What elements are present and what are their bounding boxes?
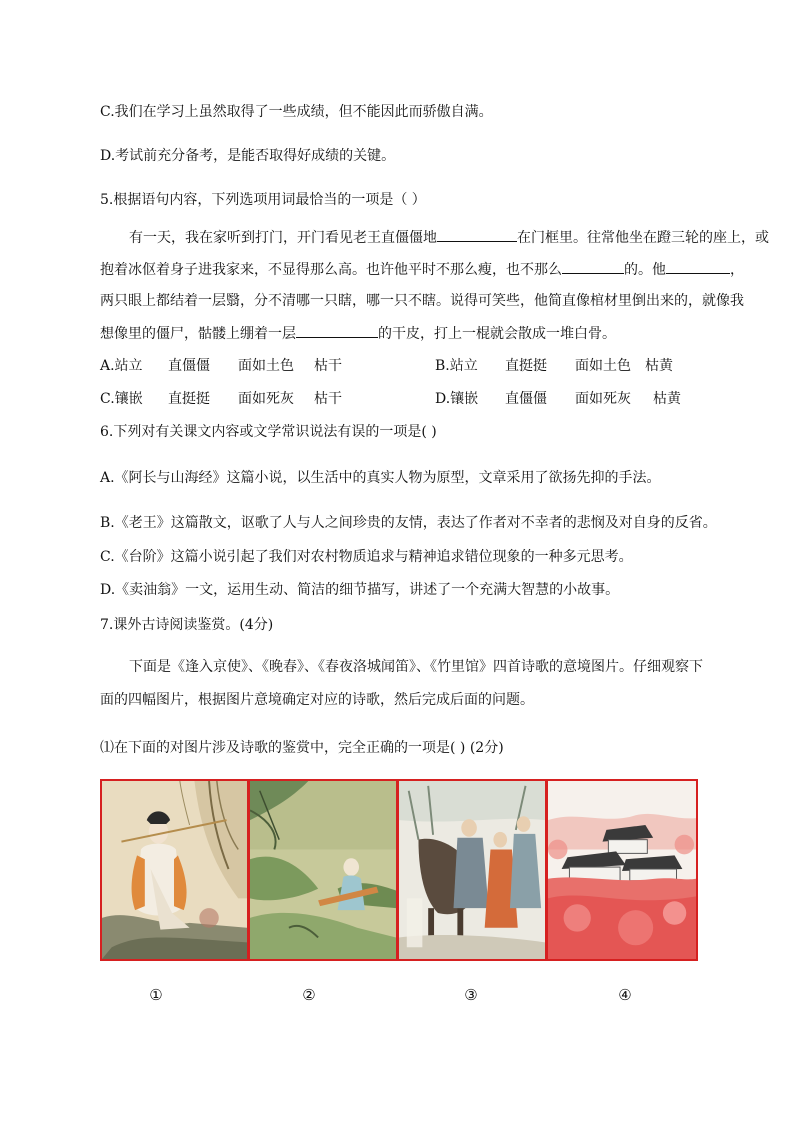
option-word: 枯干 [314, 358, 342, 374]
q5-passage-line-2 [100, 259, 744, 279]
poem-picture-4 [546, 779, 698, 961]
option-word: 面如土色 [238, 358, 294, 374]
q4-option-d: D.考试前充分备考，是能否取得好成绩的关键。 [100, 148, 396, 164]
q5-passage-text: 的。他 [624, 262, 666, 278]
q5-stem: 5.根据语句内容，下列选项用词最恰当的一项是（ ） [100, 192, 426, 208]
poem-picture-2 [248, 779, 398, 961]
q5-passage-line-3: 两只眼上都结着一层翳，分不清哪一只瞎，哪一只不瞎。说得可笑些，他简直像棺材里倒出来的，就像我 [100, 293, 744, 309]
option-word: 直僵僵 [168, 358, 210, 374]
q6-option-b: B.《老王》这篇散文，讴歌了人与人之间珍贵的友情，表达了作者对不幸者的悲悯及对自身的反省。 [100, 515, 717, 531]
q5-passage-text: 在门框里。往常他坐在蹬三轮的座上，或 [517, 230, 769, 246]
messenger-horse-painting [399, 781, 545, 959]
picture-label-1: ① [149, 986, 163, 1004]
picture-label-3: ③ [464, 986, 478, 1004]
poem-picture-3 [397, 779, 547, 961]
q5-option-c[interactable] [100, 389, 342, 409]
q5-passage-text: ， [730, 262, 744, 278]
q7-intro-line-1: 下面是《逢入京使》、《晚春》、《春夜洛城闻笛》、《竹里馆》四首诗歌的意境图片。仔细观察下 [129, 659, 703, 675]
q7-stem: 7.课外古诗阅读鉴赏。(4分) [100, 617, 274, 633]
q5-passage-line-1 [129, 227, 769, 247]
answer-blank[interactable] [296, 323, 378, 338]
option-word: 枯黄 [653, 391, 681, 407]
q5-passage-text: 抱着冰伛着身子进我家来，不显得那么高。也许他平时不那么瘦，也不那么 [100, 262, 562, 278]
picture-label-2: ② [302, 986, 316, 1004]
option-word: 枯干 [314, 391, 342, 407]
answer-blank[interactable] [666, 259, 730, 274]
q5-option-a[interactable] [100, 356, 342, 376]
q5-passage-line-4 [100, 323, 616, 343]
q5-passage-text: 的干皮，打上一棍就会散成一堆白骨。 [378, 326, 616, 342]
option-word: A.站立 [100, 358, 143, 374]
option-word: 面如土色 [575, 358, 631, 374]
village-blossom-painting [548, 781, 696, 959]
q5-passage-text: 有一天，我在家听到打门，开门看见老王直僵僵地 [129, 230, 437, 246]
lady-willow-painting [102, 781, 247, 959]
q6-option-d: D.《卖油翁》一文，运用生动、简洁的细节描写，讲述了一个充满大智慧的小故事。 [100, 582, 620, 598]
q4-option-c: C.我们在学习上虽然取得了一些成绩，但不能因此而骄傲自满。 [100, 104, 493, 120]
q7-sub-question-1: ⑴在下面的对图片涉及诗歌的鉴赏中，完全正确的一项是( ) (2分) [100, 740, 504, 756]
q7-intro-line-2: 面的四幅图片，根据图片意境确定对应的诗歌，然后完成后面的问题。 [100, 692, 534, 708]
q5-option-d[interactable] [435, 389, 681, 409]
answer-blank[interactable] [437, 227, 517, 242]
option-word: D.镶嵌 [435, 391, 479, 407]
option-word: 直挺挺 [168, 391, 210, 407]
scholar-qin-painting [250, 781, 396, 959]
q6-option-c: C.《台阶》这篇小说引起了我们对农村物质追求与精神追求错位现象的一种多元思考。 [100, 549, 633, 565]
option-word: C.镶嵌 [100, 391, 143, 407]
option-word: 直僵僵 [505, 391, 547, 407]
poem-picture-1 [100, 779, 249, 961]
answer-blank[interactable] [562, 259, 624, 274]
q5-passage-text: 想像里的僵尸，骷髅上绷着一层 [100, 326, 296, 342]
option-word: B.站立 [435, 358, 478, 374]
option-word: 面如死灰 [575, 391, 631, 407]
option-word: 直挺挺 [505, 358, 547, 374]
q6-stem: 6.下列对有关课文内容或文学常识说法有误的一项是( ) [100, 424, 437, 440]
q5-option-b[interactable] [435, 356, 673, 376]
q6-option-a: A.《阿长与山海经》这篇小说，以生活中的真实人物为原型，文章采用了欲扬先抑的手法。 [100, 470, 661, 486]
picture-label-4: ④ [618, 986, 632, 1004]
option-word: 枯黄 [645, 358, 673, 374]
option-word: 面如死灰 [238, 391, 294, 407]
